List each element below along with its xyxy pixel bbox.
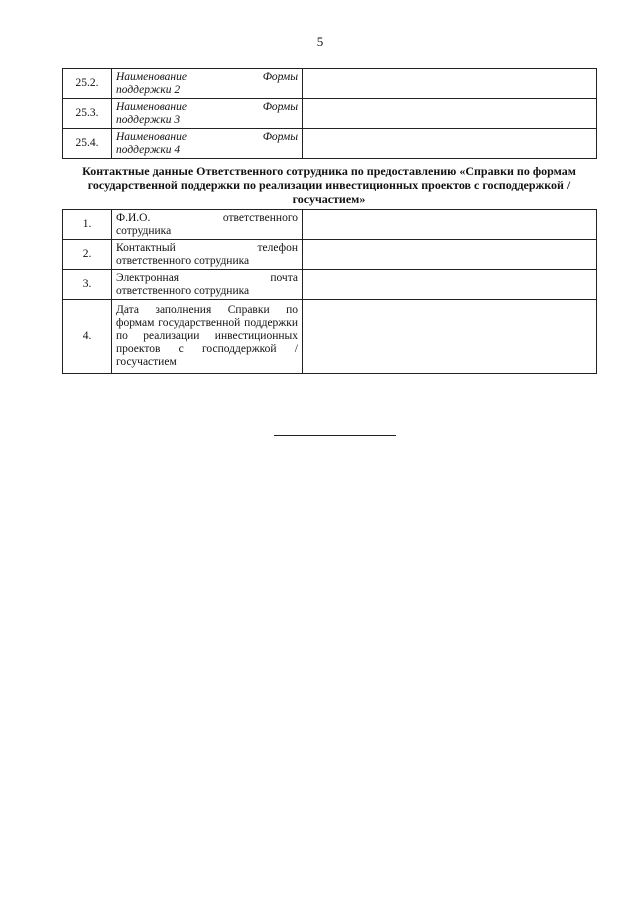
row-number: 2. <box>63 240 112 270</box>
row-label: Дата заполнения Справки по формам государственной поддержки по реализации инвестиционных проектов с господдержкой / госучастием <box>112 300 303 374</box>
table-row <box>63 240 597 270</box>
row-label-word: Формы <box>262 130 298 143</box>
row-label-word: Наименование <box>116 130 187 143</box>
row-value-cell[interactable] <box>303 99 597 129</box>
row-label-word: почта <box>270 271 298 284</box>
row-label <box>112 240 303 270</box>
row-label-word: телефон <box>257 241 298 254</box>
row-label-line: ответственного сотрудника <box>116 254 250 267</box>
table-row <box>63 270 597 300</box>
row-label-line: поддержки 4 <box>116 143 181 156</box>
row-label-line <box>116 131 298 144</box>
row-number: 25.3. <box>63 99 112 129</box>
row-label-line: ответственного сотрудника <box>116 284 250 297</box>
row-label-line: поддержки 3 <box>116 113 181 126</box>
row-label <box>112 210 303 240</box>
row-label-word: Наименование <box>116 70 187 83</box>
row-number: 4. <box>63 300 112 374</box>
contacts-table <box>62 209 597 374</box>
row-label-word: Формы <box>262 100 298 113</box>
row-label-line <box>116 272 298 285</box>
row-label-line <box>116 242 298 255</box>
row-number: 25.2. <box>63 69 112 99</box>
row-value-cell[interactable] <box>303 69 597 99</box>
row-label-word: ответственного <box>222 211 298 224</box>
table-row <box>63 129 597 159</box>
section-heading: Контактные данные Ответственного сотрудника по предоставлению «Справки по формам государственной поддержки по реализации инвестиционных проектов с господдержкой / госучастием» <box>82 164 576 206</box>
row-value-cell[interactable] <box>303 270 597 300</box>
row-label-word: Формы <box>262 70 298 83</box>
table-row <box>63 69 597 99</box>
row-value-cell[interactable] <box>303 129 597 159</box>
page-number: 5 <box>316 34 324 49</box>
row-label <box>112 69 303 99</box>
support-forms-table <box>62 68 597 159</box>
table-row <box>63 99 597 129</box>
row-label <box>112 270 303 300</box>
row-label-line <box>116 212 298 225</box>
row-number: 1. <box>63 210 112 240</box>
table-row <box>63 210 597 240</box>
row-number: 3. <box>63 270 112 300</box>
row-label-line <box>116 101 298 114</box>
row-value-cell[interactable] <box>303 300 597 374</box>
row-label-word: Наименование <box>116 100 187 113</box>
row-label <box>112 129 303 159</box>
row-label-word: Электронная <box>116 271 180 284</box>
row-label <box>112 99 303 129</box>
row-label-word: Контактный <box>116 241 176 254</box>
row-label-line <box>116 71 298 84</box>
table-row <box>63 300 597 374</box>
row-label-word: Ф.И.О. <box>116 211 151 224</box>
row-value-cell[interactable] <box>303 210 597 240</box>
row-label-line: сотрудника <box>116 224 172 237</box>
row-value-cell[interactable] <box>303 240 597 270</box>
end-divider <box>274 435 396 436</box>
row-number: 25.4. <box>63 129 112 159</box>
row-label-line: поддержки 2 <box>116 83 181 96</box>
